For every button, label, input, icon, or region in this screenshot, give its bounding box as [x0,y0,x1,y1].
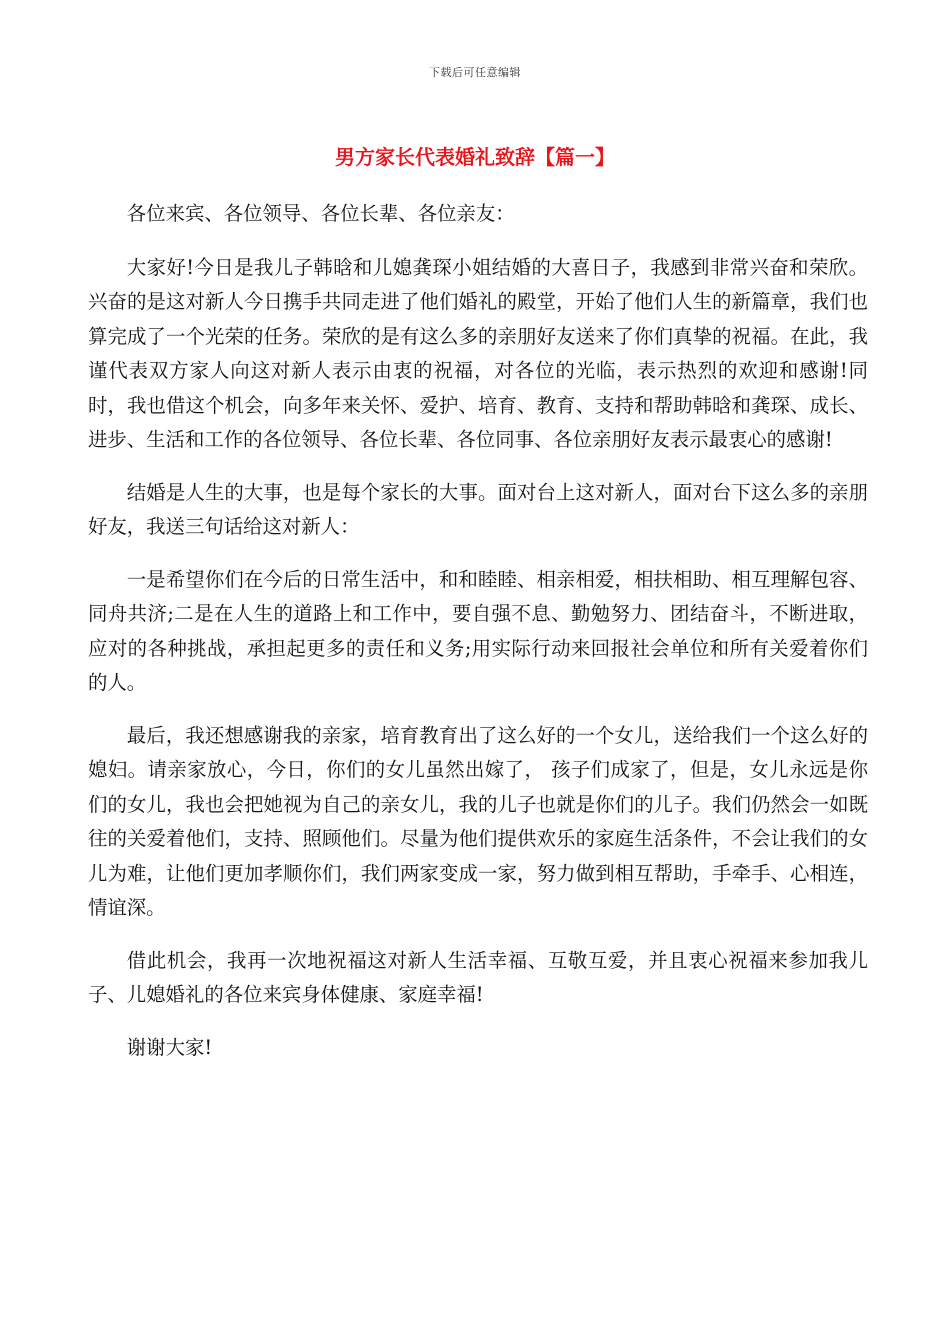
paragraph-thanks: 谢谢大家! [126,1035,213,1059]
document-title: 男方家长代表婚礼致辞【篇一】 [335,145,615,169]
paragraph-marriage: 结婚是人生的大事，也是每个家长的大事。面对台上这对新人，面对台下这么多的亲朋好友，我送三句话给这对新人： [88,480,868,538]
paragraph-blessing: 借此机会，我再一次地祝福这对新人生活幸福、互敬互爱，并且衷心祝福来参加我儿子、儿媳婚礼的各位来宾身体健康、家庭幸福! [88,948,868,1006]
document-body [88,197,868,1083]
paragraph-wishes: 一是希望你们在今后的日常生活中，和和睦睦、相亲相爱，相扶相助、相互理解包容、同舟共济;二是在人生的道路上和工作中，要自强不息、勤勉努力、团结奋斗，不断进取，应对的各种挑战，承担起更多的责任和义务;用实际行动来回报社会单位和所有关爱着你们的人。 [88,567,868,694]
header-note: 下载后可任意编辑 [429,66,521,79]
paragraph-greeting: 各位来宾、各位领导、各位长辈、各位亲友： [126,202,515,225]
paragraph-opening: 大家好!今日是我儿子韩晗和儿媳龚琛小姐结婚的大喜日子，我感到非常兴奋和荣欣。兴奋的是这对新人今日携手共同走进了他们婚礼的殿堂，开始了他们人生的新篇章，我们也算完成了一个光荣的任务。荣欣的是有这么多的亲朋好友送来了你们真挚的祝福。在此，我谨代表双方家人向这对新人表示由衷的祝福，对各位的光临，表示热烈的欢迎和感谢!同时，我也借这个机会，向多年来关怀、爱护、培育、教育、支持和帮助韩晗和龚琛、成长、进步、生活和工作的各位领导、各位长辈、各位同事、各位亲朋好友表示最衷心的感谢! [88,255,868,451]
paragraph-in-laws: 最后，我还想感谢我的亲家，培育教育出了这么好的一个女儿，送给我们一个这么好的媳妇。请亲家放心，今日，你们的女儿虽然出嫁了， 孩子们成家了，但是，女儿永远是你们的女儿，我也会把她视为自己的亲女儿，我的儿子也就是你们的儿子。我们仍然会一如既往的关爱着他们，支持、照顾他们。尽量为他们提供欢乐的家庭生活条件，不会让我们的女儿为难，让他们更加孝顺你们，我们两家变成一家，努力做到相互帮助，手牵手、心相连，情谊深。 [88,723,868,919]
